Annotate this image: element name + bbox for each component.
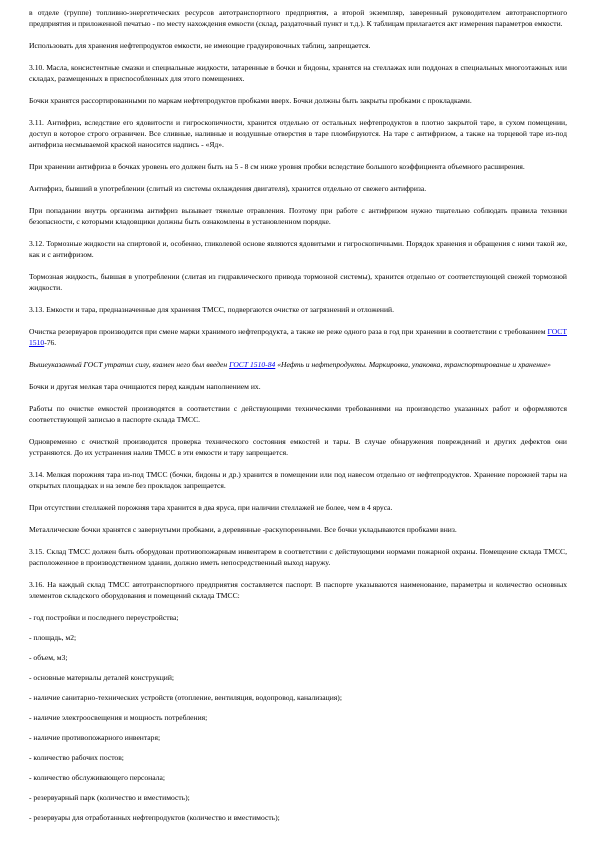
list-item: - количество обслуживающего персонала; <box>29 773 165 782</box>
list-item: - площадь, м2; <box>29 633 77 642</box>
paragraph: Использовать для хранения нефтепродуктов емкости, не имеющие градуировочных таблиц, запрещается. <box>29 41 371 50</box>
list-item: - основные материалы деталей конструкций; <box>29 673 175 682</box>
list-item: - год постройки и последнего переустройства; <box>29 613 179 622</box>
note-text: «Нефть и нефтепродукты. Маркировка, упаковка, транспортирование и хранение» <box>275 360 551 369</box>
paragraph: При хранении антифриза в бочках уровень его должен быть на 5 - 8 см ниже уровня пробки вследствие большого коэффициента объемного расширения. <box>29 162 525 171</box>
paragraph: Бочки хранятся рассортированными по маркам нефтепродуктов пробками вверх. Бочки должны быть закрыты пробками с прокладками. <box>29 96 472 105</box>
list-item: - наличие противопожарного инвентаря; <box>29 733 161 742</box>
list-item: - наличие электроосвещения и мощность потребления; <box>29 713 208 722</box>
paragraph: Работы по очистке емкостей производятся в соответствии с действующими техническими требованиями на производство указанных работ и оформляются соответствующей записью в паспорте склада ТМСС. <box>29 404 567 424</box>
list-item: - резервуары для отработанных нефтепродуктов (количество и вместимость); <box>29 813 280 822</box>
paragraph: При отсутствии стеллажей порожняя тара хранится в два яруса, при наличии стеллажей не более, чем в 4 яруса. <box>29 503 393 512</box>
paragraph: Металлические бочки хранятся с завернутыми пробками, а деревянные -раскупоренными. Все бочки укладываются пробками вниз. <box>29 525 457 534</box>
paragraph: 3.12. Тормозные жидкости на спиртовой и, особенно, гликолевой основе являются ядовитыми и гигроскопичными. Порядок хранения и обращения с ними такой же, как и с антифризом. <box>29 239 567 259</box>
paragraph: в отделе (группе) топливно-энергетических ресурсов автотранспортного предприятия, а второй экземпляр, заверенный руководителем автотранспортного предприятия и приложенной печатью - по месту нахождения емкости (склад, раздаточный пункт и т.д.). К таблицам прилагается акт измерения параметров емкости. <box>29 8 567 28</box>
list-item: - количество рабочих постов; <box>29 753 124 762</box>
paragraph: Тормозная жидкость, бывшая в употреблении (слитая из гидравлического привода тормозной системы), хранится отдельно от соответствующей свежей тормозной жидкости. <box>29 272 567 292</box>
paragraph: При попадании внутрь организма антифриз вызывает тяжелые отравления. Поэтому при работе с антифризом нужно тщательно соблюдать правила техники безопасности, с которыми кладовщики должны быть ознакомлены в установленном порядке. <box>29 206 567 226</box>
paragraph-text: Очистка резервуаров производится при смене марки хранимого нефтепродукта, а также не реже одного раза в год при хранении в соответствии с требованием <box>29 327 548 336</box>
paragraph: Одновременно с очисткой производится проверка технического состояния емкостей и тары. В случае обнаружения повреждений и других дефектов они устраняются. До их устранения налив ТМСС в эти емкости и тару запрещается. <box>29 437 567 457</box>
paragraph: 3.10. Масла, консистентные смазки и специальные жидкости, затаренные в бочки и бидоны, хранятся на стеллажах или поддонах в специальных многоэтажных или складах, размещенных в приспособленных для этого помещениях. <box>29 63 567 83</box>
list-item: - наличие санитарно-технических устройств (отопление, вентиляция, водопровод, канализация); <box>29 693 342 702</box>
list-item: - объем, м3; <box>29 653 68 662</box>
paragraph: 3.11. Антифриз, вследствие его ядовитости и гигроскопичности, хранится отдельно от остальных нефтепродуктов в плотно закрытой таре, в сухом помещении, доступ в которое строго ограничен. Все сливные, наливные и воздушные отверстия в таре пломбируются. На таре с антифризом, а также на торцевой таре из-под антифриза несмываемой краской наносится надпись - «Яд». <box>29 118 567 149</box>
paragraph: 3.15. Склад ТМСС должен быть оборудован противопожарным инвентарем в соответствии с действующими нормами пожарной охраны. Помещение склада ТМСС, расположенное в производственном здании, должно иметь непосредственный выход наружу. <box>29 547 567 567</box>
gost-1510-link[interactable]: ГОСТ 1510 <box>29 327 567 347</box>
paragraph-text: -76. <box>44 338 57 347</box>
editorial-note <box>29 359 567 370</box>
paragraph-with-link <box>29 326 567 348</box>
paragraph: Антифриз, бывший в употреблении (слитый из системы охлаждения двигателя), хранится отдельно от свежего антифриза. <box>29 184 427 193</box>
list-item: - резервуарный парк (количество и вместимость); <box>29 793 190 802</box>
paragraph: 3.16. На каждый склад ТМСС автотранспортного предприятия составляется паспорт. В паспорте указываются наименование, параметры и количество основных элементов складского оборудования и помещений склада ТМСС: <box>29 580 567 600</box>
paragraph: Бочки и другая мелкая тара очищаются перед каждым наполнением их. <box>29 382 261 391</box>
gost-1510-84-link[interactable]: ГОСТ 1510-84 <box>229 360 276 369</box>
paragraph: 3.14. Мелкая порожняя тара из-под ТМСС (бочки, бидоны и др.) хранится в помещении или под навесом отдельно от нефтепродуктов. Хранение порожней тары на открытых площадках и на земле без прокладок запрещается. <box>29 470 567 490</box>
paragraph: 3.13. Емкости и тара, предназначенные для хранения ТМСС, подвергаются очистке от загрязнений и отложений. <box>29 305 394 314</box>
note-text: Вышеуказанный ГОСТ утратил силу, взамен него был введен <box>29 360 230 369</box>
passport-list <box>29 612 567 823</box>
